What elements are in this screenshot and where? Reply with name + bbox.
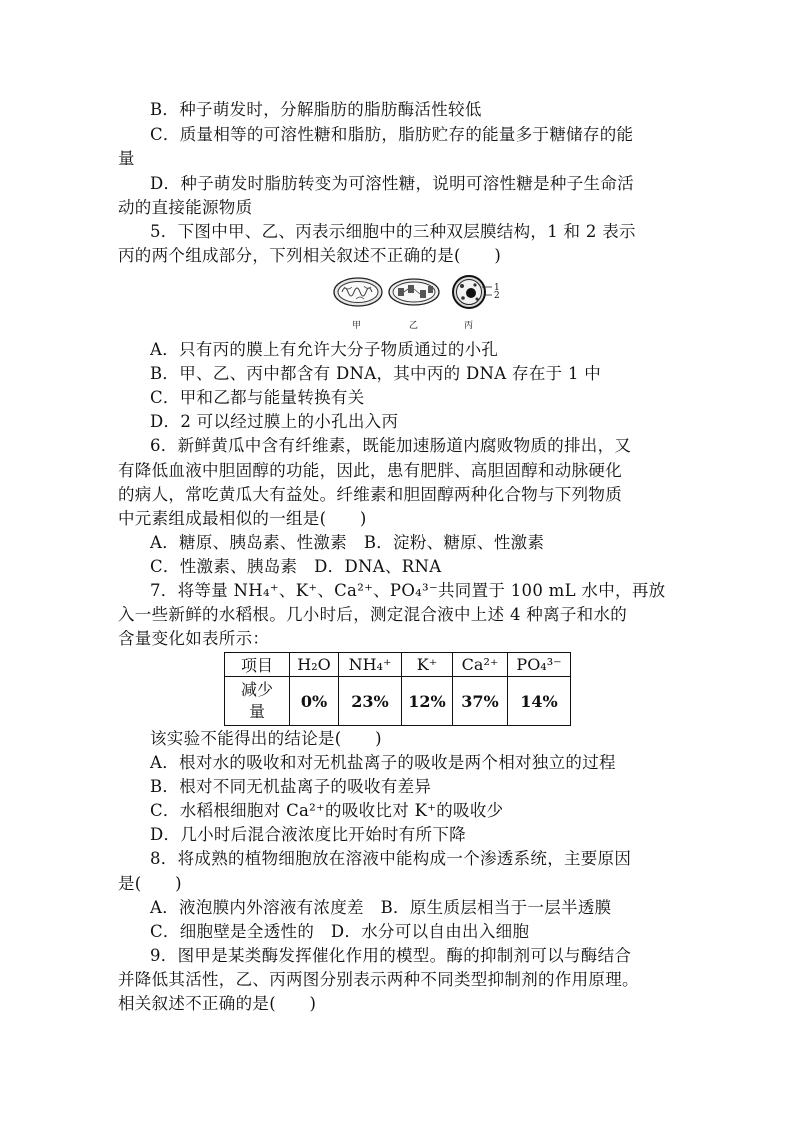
header-phosphate: PO₄³⁻ — [508, 653, 571, 677]
option-b-q5: B．甲、乙、丙中都含有 DNA，其中丙的 DNA 存在于 1 中 — [150, 364, 602, 383]
row-label-line-1: 减少 — [240, 680, 273, 699]
figure-label-bing: 丙 — [464, 321, 474, 331]
option-c-q4: C．质量相等的可溶性糖和脂肪，脂肪贮存的能量多于糖储存的能 — [150, 125, 634, 144]
question-9-cont-2: 相关叙述不正确的是( ) — [118, 994, 317, 1013]
question-9: 9．图甲是某类酶发挥催化作用的模型。酶的抑制剂可以与酶结合 — [150, 946, 632, 965]
option-c-q4-cont: 量 — [118, 149, 135, 168]
options-ab-q6: A．糖原、胰岛素、性激素 B．淀粉、糖原、性激素 — [150, 533, 545, 552]
figure-label-1: 1 — [494, 283, 500, 293]
table-header-row — [225, 653, 571, 677]
options-cd-q8: C．细胞壁是全透性的 D．水分可以自由出入细胞 — [150, 922, 530, 941]
question-6-cont-2: 的病人，常吃黄瓜大有益处。纤维素和胆固醇两种化合物与下列物质 — [118, 485, 622, 504]
question-6-cont-3: 中元素组成最相似的一组是( ) — [118, 509, 367, 528]
option-a-q5: A．只有丙的膜上有允许大分子物质通过的小孔 — [150, 340, 499, 359]
value-ammonium: 23% — [339, 677, 402, 726]
header-water: H₂O — [290, 653, 339, 677]
value-calcium: 37% — [453, 677, 508, 726]
option-b-q7: B．根对不同无机盐离子的吸收有差异 — [150, 777, 432, 796]
question-6-cont-1: 有降低血液中胆固醇的功能，因此，患有肥胖、高胆固醇和动脉硬化 — [118, 461, 622, 480]
value-water: 0% — [290, 677, 339, 726]
figure-label-2: 2 — [494, 291, 500, 301]
question-6: 6．新鲜黄瓜中含有纤维素，既能加速肠道内腐败物质的排出，又 — [150, 436, 632, 455]
question-8: 8．将成熟的植物细胞放在溶液中能构成一个渗透系统，主要原因 — [150, 849, 632, 868]
header-item: 项目 — [225, 653, 290, 677]
ion-change-table — [224, 652, 571, 726]
row-label — [225, 677, 290, 726]
value-potassium: 12% — [402, 677, 453, 726]
question-9-cont-1: 并降低其活性，乙、丙两图分别表示两种不同类型抑制剂的作用原理。 — [118, 970, 639, 989]
options-ab-q8: A．液泡膜内外溶液有浓度差 B．原生质层相当于一层半透膜 — [150, 898, 612, 917]
option-d-q4: D．种子萌发时脂肪转变为可溶性糖，说明可溶性糖是种子生命活 — [150, 174, 634, 193]
header-calcium: Ca²⁺ — [453, 653, 508, 677]
question-8-cont: 是( ) — [118, 874, 182, 893]
option-a-q7: A．根对水的吸收和对无机盐离子的吸收是两个相对独立的过程 — [150, 753, 616, 772]
question-7-cont-2: 含量变化如表所示： — [118, 629, 270, 648]
organelle-figure — [332, 275, 502, 335]
option-d-q5: D．2 可以经过膜上的小孔出入丙 — [150, 412, 399, 431]
row-label-line-2: 量 — [248, 702, 265, 721]
question-5: 5．下图中甲、乙、丙表示细胞中的三种双层膜结构，1 和 2 表示 — [150, 222, 636, 241]
nucleus-drawing — [453, 276, 492, 308]
option-c-q5: C．甲和乙都与能量转换有关 — [150, 388, 365, 407]
option-c-q7: C．水稻根细胞对 Ca²⁺的吸收比对 K⁺的吸收少 — [150, 801, 504, 820]
options-cd-q6: C．性激素、胰岛素 D．DNA、RNA — [150, 557, 442, 576]
question-7-stem: 该实验不能得出的结论是( ) — [150, 729, 382, 748]
header-potassium: K⁺ — [402, 653, 453, 677]
question-7-cont-1: 入一些新鲜的水稻根。几小时后，测定混合液中上述 4 种离子和水的 — [118, 605, 628, 624]
figure-label-jia: 甲 — [352, 321, 362, 331]
table-row — [225, 677, 571, 726]
chloroplast-drawing — [389, 279, 439, 305]
option-d-q7: D．几小时后混合液浓度比开始时有所下降 — [150, 825, 466, 844]
value-phosphate: 14% — [508, 677, 571, 726]
question-5-cont: 丙的两个组成部分，下列相关叙述不正确的是( ) — [118, 246, 502, 265]
option-d-q4-cont: 动的直接能源物质 — [118, 198, 253, 217]
header-ammonium: NH₄⁺ — [339, 653, 402, 677]
question-7: 7．将等量 NH₄⁺、K⁺、Ca²⁺、PO₄³⁻共同置于 100 mL 水中，再放 — [150, 581, 666, 600]
option-b-q4: B．种子萌发时，分解脂肪的脂肪酶活性较低 — [150, 100, 482, 119]
mitochondrion-drawing — [334, 278, 382, 306]
figure-label-yi: 乙 — [409, 321, 419, 331]
